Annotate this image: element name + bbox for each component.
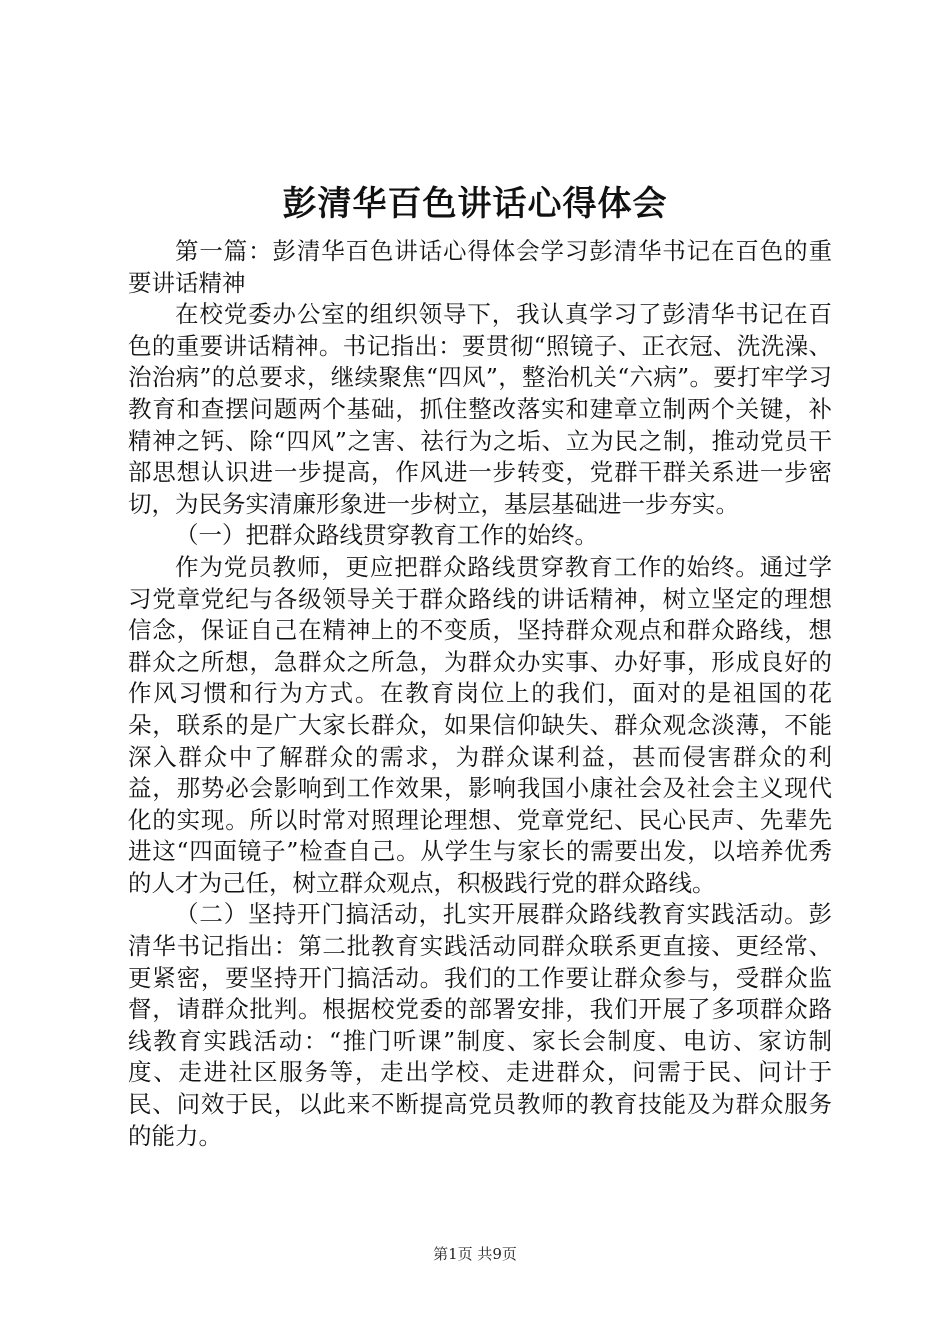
section-heading-one: （一）把群众路线贯穿教育工作的始终。: [175, 521, 598, 550]
paragraph-intro: 在校党委办公室的组织领导下，我认真学习了彭清华书记在百色的重要讲话精神。书记指出：要贯彻“照镜子、正衣冠、洗洗澡、治治病”的总要求，继续聚焦“四风”，整治机关“六病”。要打牢学习教育和查摆问题两个基础，抓住整改落实和建章立制两个关键，补精神之钙、除“四风”之害、祛行为之垢、立为民之制，推动党员干部思想认识进一步提高，作风进一步转变，党群干群关系进一步密切，为民务实清廉形象进一步树立，基层基础进一步夯实。: [128, 300, 832, 518]
paragraph-heading-first-article: 第一篇：彭清华百色讲话心得体会学习彭清华书记在百色的重要讲话精神: [128, 237, 832, 297]
document-body: [128, 236, 832, 1152]
document-title: 彭清华百色讲话心得体会: [282, 184, 668, 224]
paragraph-section-two: （二）坚持开门搞活动，扎实开展群众路线教育实践活动。彭清华书记指出：第二批教育实践活动同群众联系更直接、更经常、更紧密，要坚持开门搞活动。我们的工作要让群众参与，受群众监督，请群众批判。根据校党委的部署安排，我们开展了多项群众路线教育实践活动：“推门听课”制度、家长会制度、电访、家访制度、走进社区服务等，走出学校、走进群众，问需于民、问计于民、问效于民，以此来不断提高党员教师的教育技能及为群众服务的能力。: [128, 900, 832, 1150]
paragraph-section-one: 作为党员教师，更应把群众路线贯穿教育工作的始终。通过学习党章党纪与各级领导关于群众路线的讲话精神，树立坚定的理想信念，保证自己在精神上的不变质，坚持群众观点和群众路线，想群众之所想，急群众之所急，为群众办实事、办好事，形成良好的作风习惯和行为方式。在教育岗位上的我们，面对的是祖国的花朵，联系的是广大家长群众，如果信仰缺失、群众观念淡薄，不能深入群众中了解群众的需求，为群众谋利益，甚而侵害群众的利益，那势必会影响到工作效果，影响我国小康社会及社会主义现代化的实现。所以时常对照理论理想、党章党纪、民心民声、先辈先进这“四面镜子”检查自己。从学生与家长的需要出发，以培养优秀的人才为己任，树立群众观点，积极践行党的群众路线。: [128, 552, 832, 897]
page-number-footer: 第1页 共9页: [433, 1245, 517, 1263]
